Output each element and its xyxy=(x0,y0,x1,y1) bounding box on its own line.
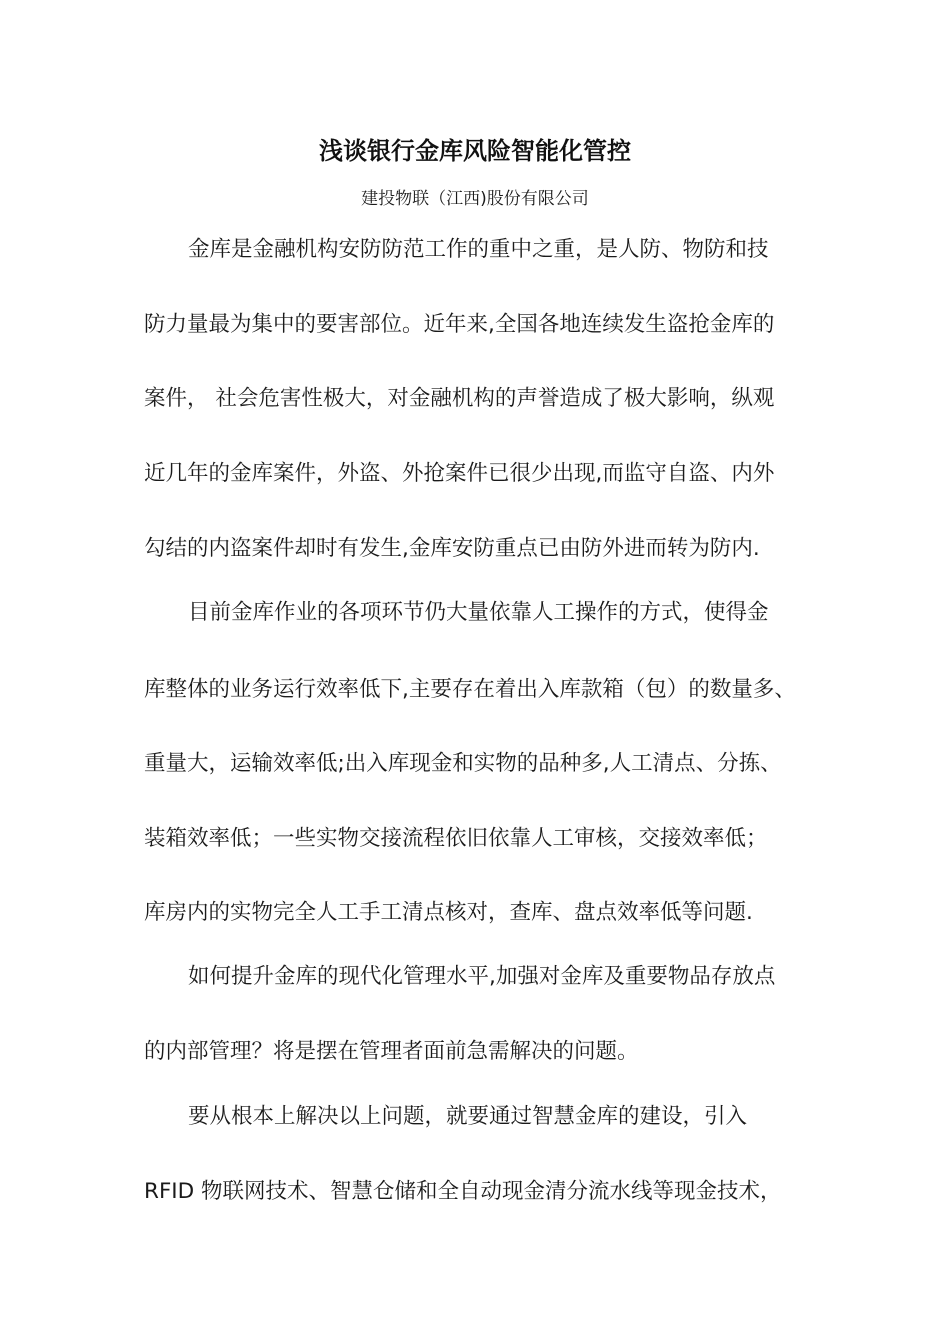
paragraph-line: 金库是金融机构安防防范工作的重中之重，是人防、物防和技 xyxy=(188,237,769,262)
paragraph-line: 装箱效率低；一些实物交接流程依旧依靠人工审核，交接效率低； xyxy=(144,826,768,851)
paragraph-line: 要从根本上解决以上问题，就要通过智慧金库的建设，引入 xyxy=(188,1104,748,1129)
paragraph-line: 重量大，运输效率低;出入库现金和实物的品种多,人工清点、分拣、 xyxy=(144,751,782,776)
paragraph-line: 的内部管理？将是摆在管理者面前急需解决的问题。 xyxy=(144,1039,639,1064)
paragraph-line: 案件， 社会危害性极大，对金融机构的声誉造成了极大影响，纵观 xyxy=(144,386,775,411)
paragraph-line: RFID 物联网技术、智慧仓储和全自动现金清分流水线等现金技术， xyxy=(144,1179,782,1204)
paragraph-line: 库整体的业务运行效率低下,主要存在着出入库款箱（包）的数量多、 xyxy=(144,677,796,702)
paragraph-line: 库房内的实物完全人工手工清点核对，查库、盘点效率低等问题. xyxy=(144,900,753,925)
document-title: 浅谈银行金库风险智能化管控 xyxy=(319,137,631,165)
paragraph-line: 如何提升金库的现代化管理水平,加强对金库及重要物品存放点 xyxy=(188,964,776,989)
document-subtitle: 建投物联（江西)股份有限公司 xyxy=(361,189,589,209)
paragraph-line: 勾结的内盗案件却时有发生,金库安防重点已由防外进而转为防内. xyxy=(144,536,760,561)
paragraph-line: 防力量最为集中的要害部位。近年来,全国各地连续发生盗抢金库的 xyxy=(144,312,775,337)
paragraph-line: 目前金库作业的各项环节仍大量依靠人工操作的方式，使得金 xyxy=(188,600,769,625)
paragraph-line: 近几年的金库案件，外盗、外抢案件已很少出现,而监守自盗、内外 xyxy=(144,461,775,486)
